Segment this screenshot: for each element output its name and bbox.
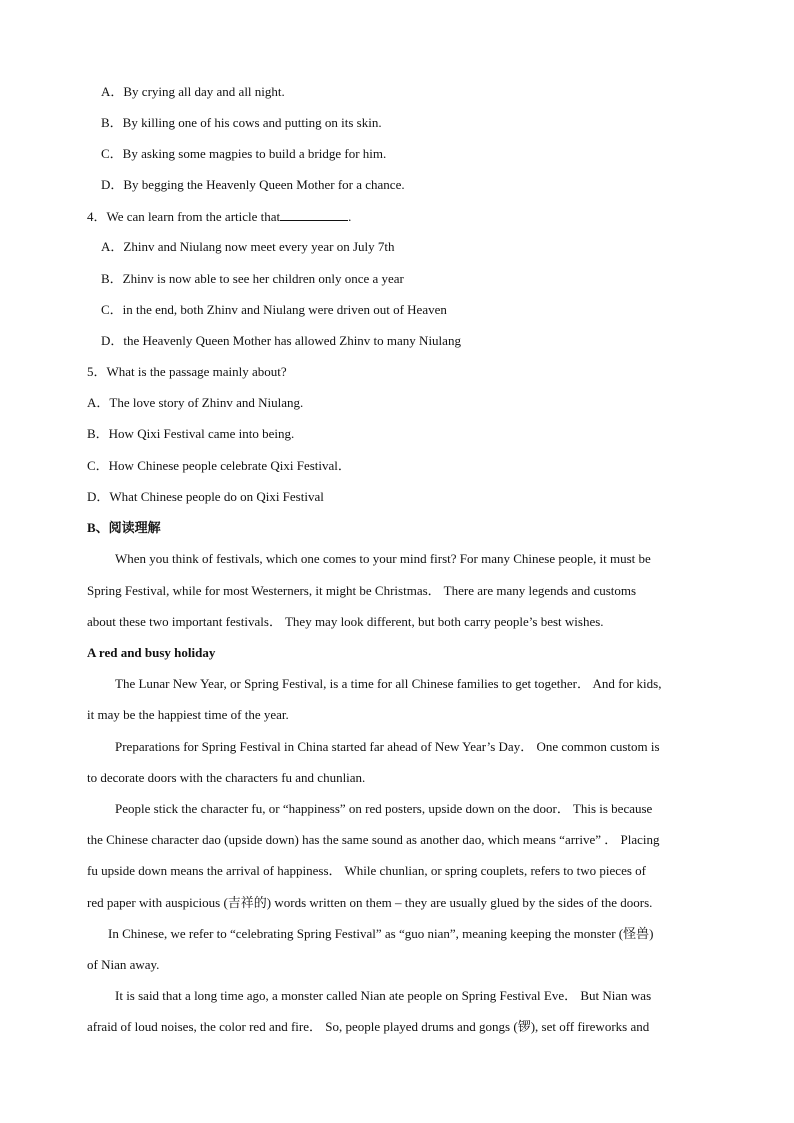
q4-stem-line [87, 208, 351, 225]
p3-line-2: the Chinese character dao (upside down) has the same sound as another dao, which means “arrive” ． Placing [87, 832, 660, 847]
q4-option-a: A．Zhinv and Niulang now meet every year on July 7th [101, 239, 395, 254]
p5-line-2: afraid of loud noises, the color red and fire． So, people played drums and gongs (锣), set off fireworks and [87, 1019, 650, 1034]
q4-option-c: C．in the end, both Zhinv and Niulang were driven out of Heaven [101, 302, 447, 317]
intro-line-2: Spring Festival, while for most Westerners, it might be Christmas． There are many legends and customs [87, 583, 637, 598]
p2-line-1: Preparations for Spring Festival in China started far ahead of New Year’s Day． One common custom is [115, 739, 660, 754]
p3-line-1: People stick the character fu, or “happiness” on red posters, upside down on the door． This is because [115, 801, 653, 816]
q5-option-a: A．The love story of Zhinv and Niulang. [87, 395, 304, 410]
q3-option-b: B．By killing one of his cows and putting on its skin. [101, 115, 382, 130]
p4-line-2: of Nian away. [87, 957, 160, 972]
intro-line-1: When you think of festivals, which one comes to your mind first? For many Chinese people, it must be [115, 551, 651, 566]
section-b-title: B、阅读理解 [87, 520, 161, 535]
p3-line-3: fu upside down means the arrival of happiness． While chunlian, or spring couplets, refers to two pieces of [87, 863, 646, 878]
q5-option-b: B．How Qixi Festival came into being. [87, 426, 295, 441]
q4-option-d: D．the Heavenly Queen Mother has allowed Zhinv to many Niulang [101, 333, 461, 348]
p1-line-1: The Lunar New Year, or Spring Festival, is a time for all Chinese families to get together． And for kids, [115, 676, 662, 691]
intro-line-3: about these two important festivals． They may look different, but both carry people’s best wishes. [87, 614, 604, 629]
answer-blank [280, 208, 348, 221]
p1-line-2: it may be the happiest time of the year. [87, 707, 289, 722]
q5-option-d: D．What Chinese people do on Qixi Festival [87, 489, 324, 504]
passage-subtitle: A red and busy holiday [87, 645, 216, 660]
q4-option-b: B．Zhinv is now able to see her children only once a year [101, 271, 404, 286]
p4-line-1: In Chinese, we refer to “celebrating Spring Festival” as “guo nian”, meaning keeping the monster (怪兽) [108, 926, 654, 941]
q3-option-d: D．By begging the Heavenly Queen Mother for a chance. [101, 177, 405, 192]
p3-line-4: red paper with auspicious (吉祥的) words written on them – they are usually glued by the sides of the doors. [87, 895, 653, 910]
q5-option-c: C．How Chinese people celebrate Qixi Festival． [87, 458, 351, 473]
p5-line-1: It is said that a long time ago, a monster called Nian ate people on Spring Festival Eve． But Nian was [115, 988, 652, 1003]
q3-option-c: C．By asking some magpies to build a bridge for him. [101, 146, 387, 161]
q4-stem: 4．We can learn from the article that [87, 209, 281, 224]
q3-option-a: A．By crying all day and all night. [101, 84, 285, 99]
q5-stem: 5．What is the passage mainly about? [87, 364, 287, 379]
p2-line-2: to decorate doors with the characters fu and chunlian. [87, 770, 366, 785]
q4-stem-end: . [348, 209, 352, 224]
